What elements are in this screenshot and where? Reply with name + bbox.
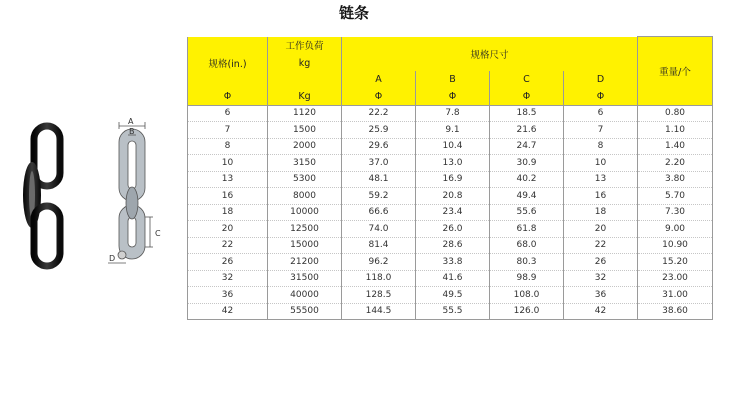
cell-load: 31500: [268, 270, 342, 287]
table-row: [188, 237, 713, 254]
table-row: [188, 188, 713, 205]
header-load: [268, 37, 342, 71]
dim-label-b: B: [129, 127, 135, 136]
cell-weight: 2.20: [638, 155, 713, 172]
header-dim-a-symbol: Φ: [342, 89, 416, 106]
cell-weight: 5.70: [638, 188, 713, 205]
cell-weight: 0.80: [638, 105, 713, 122]
cell-dim-a: 37.0: [342, 155, 416, 172]
cell-dim-b: 26.0: [416, 221, 490, 238]
header-dim-b: B: [416, 71, 490, 89]
cell-load: 10000: [268, 204, 342, 221]
cell-dim-d: 42: [564, 303, 638, 320]
cell-dim-a: 22.2: [342, 105, 416, 122]
header-weight: 重量/个: [638, 37, 713, 106]
cell-dim-c: 68.0: [490, 237, 564, 254]
cell-dim-b: 16.9: [416, 171, 490, 188]
cell-dim-b: 55.5: [416, 303, 490, 320]
header-dimensions: 规格尺寸: [342, 37, 638, 71]
cell-dim-d: 16: [564, 188, 638, 205]
cell-spec: 7: [188, 122, 268, 139]
cell-dim-c: 49.4: [490, 188, 564, 205]
cell-dim-a: 81.4: [342, 237, 416, 254]
cell-dim-b: 41.6: [416, 270, 490, 287]
cell-dim-d: 20: [564, 221, 638, 238]
cell-spec: 20: [188, 221, 268, 238]
page-title: 链条: [339, 4, 370, 22]
cell-dim-a: 66.6: [342, 204, 416, 221]
cell-load: 15000: [268, 237, 342, 254]
table-row: [188, 105, 713, 122]
cell-dim-d: 22: [564, 237, 638, 254]
cell-dim-c: 55.6: [490, 204, 564, 221]
cell-dim-a: 74.0: [342, 221, 416, 238]
header-load-label: 工作负荷: [285, 41, 324, 52]
cell-dim-b: 49.5: [416, 287, 490, 304]
cell-spec: 42: [188, 303, 268, 320]
cell-dim-a: 118.0: [342, 270, 416, 287]
chain-dimension-diagram: [98, 115, 178, 275]
cell-weight: 7.30: [638, 204, 713, 221]
cell-dim-a: 48.1: [342, 171, 416, 188]
cell-load: 5300: [268, 171, 342, 188]
cell-weight: 23.00: [638, 270, 713, 287]
cell-dim-b: 9.1: [416, 122, 490, 139]
cell-dim-a: 25.9: [342, 122, 416, 139]
table-header-row: [188, 37, 713, 71]
cell-dim-a: 59.2: [342, 188, 416, 205]
table-header-row: [188, 89, 713, 106]
cell-load: 3150: [268, 155, 342, 172]
header-spec-symbol: Φ: [188, 89, 268, 106]
cell-spec: 10: [188, 155, 268, 172]
dim-label-c: C: [155, 229, 161, 238]
cell-dim-c: 98.9: [490, 270, 564, 287]
cell-dim-a: 29.6: [342, 138, 416, 155]
cell-weight: 15.20: [638, 254, 713, 271]
cell-spec: 22: [188, 237, 268, 254]
header-load-unit-kg: kg: [298, 58, 311, 69]
header-spec: 规格(in.): [188, 37, 268, 89]
cell-load: 55500: [268, 303, 342, 320]
chain-spec-table: [187, 36, 713, 320]
header-dim-d-symbol: Φ: [564, 89, 638, 106]
cell-weight: 38.60: [638, 303, 713, 320]
cell-dim-b: 28.6: [416, 237, 490, 254]
cell-weight: 1.40: [638, 138, 713, 155]
cell-dim-b: 13.0: [416, 155, 490, 172]
cell-spec: 8: [188, 138, 268, 155]
cell-dim-c: 80.3: [490, 254, 564, 271]
table-row: [188, 221, 713, 238]
cell-dim-c: 18.5: [490, 105, 564, 122]
cell-spec: 16: [188, 188, 268, 205]
cell-dim-c: 40.2: [490, 171, 564, 188]
cell-dim-a: 144.5: [342, 303, 416, 320]
cell-spec: 36: [188, 287, 268, 304]
cell-dim-c: 21.6: [490, 122, 564, 139]
cell-spec: 18: [188, 204, 268, 221]
cell-weight: 10.90: [638, 237, 713, 254]
table-row: [188, 155, 713, 172]
cell-dim-c: 108.0: [490, 287, 564, 304]
dim-label-a: A: [128, 117, 134, 126]
table-row: [188, 204, 713, 221]
cell-weight: 3.80: [638, 171, 713, 188]
cell-weight: 31.00: [638, 287, 713, 304]
table-row: [188, 122, 713, 139]
table-row: [188, 254, 713, 271]
cell-load: 2000: [268, 138, 342, 155]
cell-spec: 26: [188, 254, 268, 271]
cell-dim-a: 96.2: [342, 254, 416, 271]
table-row: [188, 138, 713, 155]
cell-dim-c: 30.9: [490, 155, 564, 172]
cell-load: 40000: [268, 287, 342, 304]
header-dim-b-symbol: Φ: [416, 89, 490, 106]
cell-dim-b: 20.8: [416, 188, 490, 205]
cell-weight: 1.10: [638, 122, 713, 139]
table-row: [188, 270, 713, 287]
cell-load: 8000: [268, 188, 342, 205]
header-dim-d: D: [564, 71, 638, 89]
header-dim-a: A: [342, 71, 416, 89]
cell-dim-d: 8: [564, 138, 638, 155]
cell-dim-b: 7.8: [416, 105, 490, 122]
cell-dim-b: 10.4: [416, 138, 490, 155]
cell-dim-b: 23.4: [416, 204, 490, 221]
cell-dim-d: 26: [564, 254, 638, 271]
cell-dim-c: 61.8: [490, 221, 564, 238]
cell-dim-c: 24.7: [490, 138, 564, 155]
dim-label-d: D: [109, 254, 116, 263]
cell-spec: 13: [188, 171, 268, 188]
table-row: [188, 303, 713, 320]
cell-load: 1120: [268, 105, 342, 122]
cell-spec: 32: [188, 270, 268, 287]
cell-dim-b: 33.8: [416, 254, 490, 271]
cell-dim-c: 126.0: [490, 303, 564, 320]
cell-load: 21200: [268, 254, 342, 271]
table-row: [188, 287, 713, 304]
cell-dim-d: 6: [564, 105, 638, 122]
header-dim-c-symbol: Φ: [490, 89, 564, 106]
cell-weight: 9.00: [638, 221, 713, 238]
cell-dim-d: 10: [564, 155, 638, 172]
chain-photo-image: [14, 120, 84, 270]
cell-dim-d: 36: [564, 287, 638, 304]
header-dim-c: C: [490, 71, 564, 89]
cell-dim-a: 128.5: [342, 287, 416, 304]
cell-dim-d: 7: [564, 122, 638, 139]
cell-dim-d: 32: [564, 270, 638, 287]
cell-load: 1500: [268, 122, 342, 139]
header-load-unit-kg2: Kg: [268, 89, 342, 106]
table-row: [188, 171, 713, 188]
cell-spec: 6: [188, 105, 268, 122]
cell-load: 12500: [268, 221, 342, 238]
cell-dim-d: 18: [564, 204, 638, 221]
cell-dim-d: 13: [564, 171, 638, 188]
